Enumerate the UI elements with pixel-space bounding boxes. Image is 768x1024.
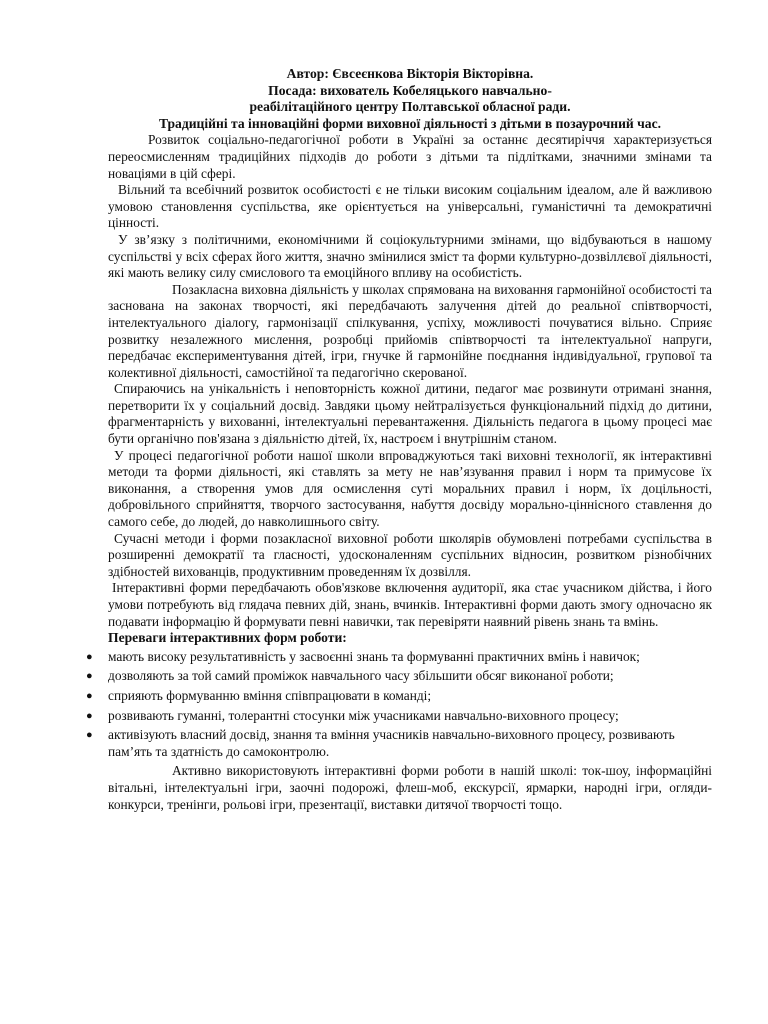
list-item — [86, 687, 712, 705]
bullet-icon: ● — [86, 689, 93, 702]
paragraph-3: У зв’язку з політичними, економічними й соціокультурними змінами, що відбуваються в нашому суспільстві у всіх сферах його життя, значно змінилися зміст та форми культурно-дозвіллєвої діяльності, які мають велику силу смислового та емоційного впливу на особистість. — [108, 231, 712, 281]
list-item-text: дозволяють за той самий проміжок навчального часу збільшити обсяг виконаної роботи; — [108, 668, 614, 684]
bullet-icon: ● — [86, 709, 93, 722]
paragraph-5: Спираючись на унікальність і неповторність кожної дитини, педагог має розвинути отримані знання, перетворити їх у соціальний досвід. Завдяки цьому нейтралізується функціональний підхід до дитини, фрагментарність у вихованні, інтелектуальні перевантаження. Діяльність педагога в цьому процесі має бути органічно пов'язана з діяльністю дітей, їх, настроєм і внутрішнім станом. — [108, 381, 712, 447]
list-item — [86, 648, 712, 666]
list-item — [86, 727, 712, 760]
position-line-1: Посада: вихователь Кобеляцького навчально- — [268, 82, 552, 98]
document-header — [108, 66, 712, 132]
document-page — [86, 66, 712, 813]
closing-paragraph: Активно використовують інтерактивні форми роботи в нашій школі: ток-шоу, інформаційні вітальні, інтелектуальні ігри, заочні подорожі, флеш-моб, екскурсії, ярмарки, народні ігри, огляди-конкурси, тренінги, рольові ігри, презентації, виставки дитячої творчості тощо. — [108, 763, 712, 812]
paragraph-8: Інтерактивні форми передбачають обов'язкове включення аудиторії, яка стає учасником дійства, і його умови потребують від глядача певних дій, знань, вчинків. Інтерактивні форми дають змогу одночасно як подавати інформацію й формувати певні навички, так перевіряти наявний рівень знань та вмінь. — [108, 580, 712, 629]
list-item-text: сприяють формуванню вміння співпрацювати в команді; — [108, 687, 432, 703]
list-item — [86, 668, 712, 685]
bullet-icon: ● — [86, 670, 93, 683]
document-title: Традиційні та інноваційні форми виховної діяльності з дітьми в позаурочний час. — [158, 115, 662, 131]
paragraph-1: Розвиток соціально-педагогічної роботи в Україні за останнє десятиріччя характеризується переосмисленням традиційних підходів до роботи з дітьми та підлітками, значними змінами та новаціями в цій сфері. — [108, 132, 712, 181]
list-item-text: активізують власний досвід, знання та вміння учасників навчально-виховного процесу, розвивають пам’ять та здатність до самоконтролю. — [108, 727, 675, 759]
benefits-heading: Переваги інтерактивних форм роботи: — [108, 630, 347, 646]
paragraph-4: Позакласна виховна діяльність у школах спрямована на виховання гармонійної особистості та заснована на законах творчості, які передбачають залучення дітей до реальної співтворчості, інтелектуального діалогу, гармонізації спілкування, успіху, можливості почуватися вільно. Сприяє розвитку незалежного мислення, розробці прийомів співтворчості та інтелектуальної напруги, передбачає експериментування дітей, ігри, гнучке й гармонійне поєднання індивідуальної, групової та колективної діяльності, самостійної та педагогічно скерованої. — [108, 281, 712, 380]
paragraph-7: Сучасні методи і форми позакласної виховної роботи школярів обумовлені потребами суспільства в розширенні демократії та гласності, удосконаленням суспільних відносин, розвитком різнобічних здібностей вихованців, продуктивним проведенням їх дозвілля. — [108, 530, 712, 579]
list-item — [86, 707, 712, 725]
list-item-text: мають високу результативність у засвоєнні знань та формуванні практичних вмінь і навичок; — [108, 648, 640, 664]
bullet-icon: ● — [86, 729, 93, 742]
author-line: Автор: Євсеєнкова Вікторія Вікторівна. — [286, 66, 534, 81]
benefits-list — [86, 648, 712, 761]
list-item-text: розвивають гуманні, толерантні стосунки між учасниками навчально-виховного процесу; — [108, 707, 619, 723]
paragraph-2: Вільний та всебічний розвиток особистості є не тільки високим соціальним ідеалом, але й важливою умовою становлення суспільства, яке орієнтується на універсальні, гуманістичні та демократичні цінності. — [108, 182, 712, 231]
position-line-2: реабілітаційного центру Полтавської обласної ради. — [249, 99, 571, 115]
bullet-icon: ● — [86, 650, 93, 663]
paragraph-6: У процесі педагогічної роботи нашої школи впроваджуються такі виховні технології, як інтерактивні методи та форми діяльності, які ставлять за мету не нав’язування правил і норм та примусове їх виконання, а створення умов для осмислення суті моральних правил і норм, їх доцільності, добровільного сприйняття, творчого застосування, набуття досвіду морально-ціннісного ставлення до самого себе, до людей, до навколишнього світу. — [108, 447, 712, 530]
